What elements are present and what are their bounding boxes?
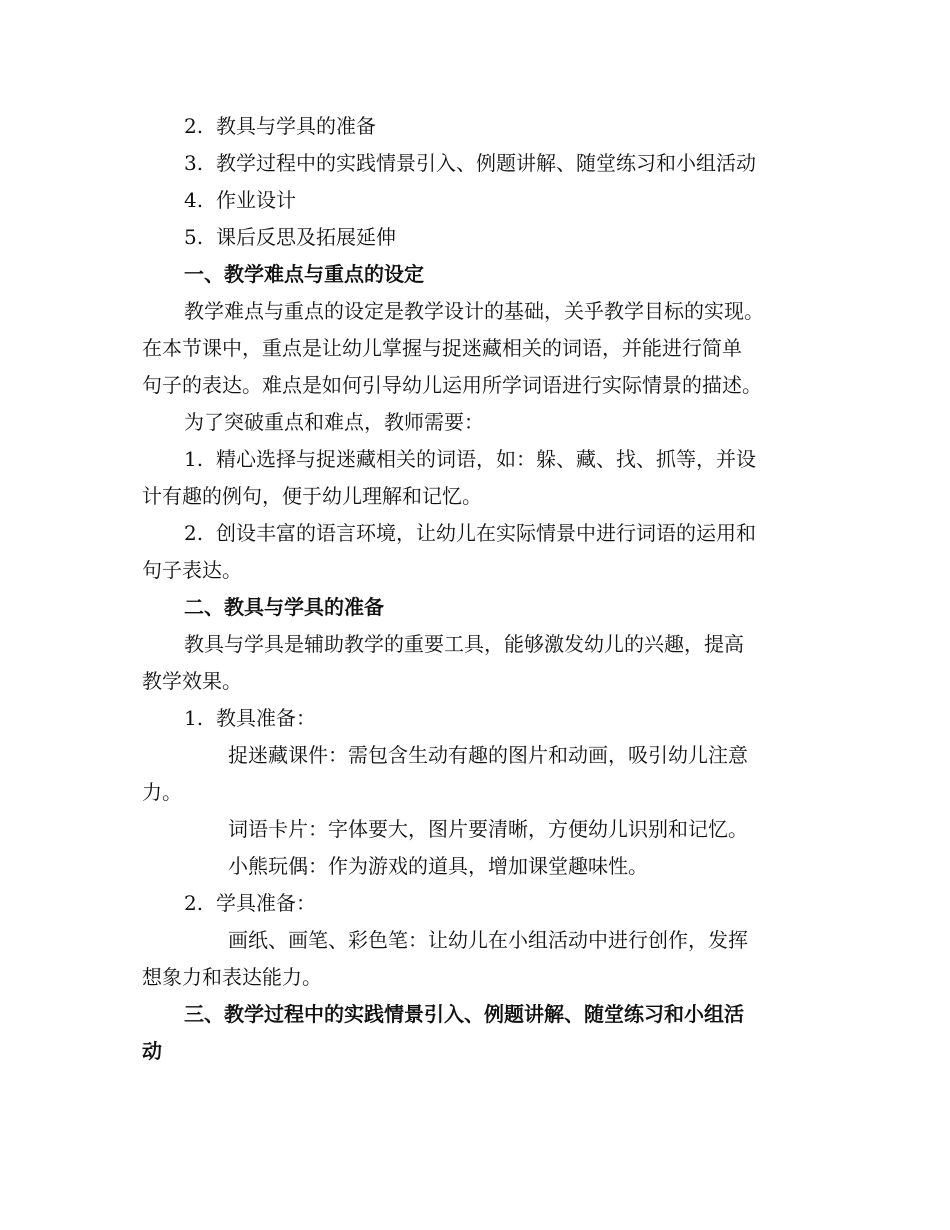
sub-item: 画纸、画笔、彩色笔：让幼儿在小组活动中进行创作，发挥 [228, 928, 748, 952]
list-item: 1. 教具准备： [184, 706, 316, 730]
list-item-continuation: 计有趣的例句，便于幼儿理解和记忆。 [142, 484, 482, 508]
outline-item: 4. 作业设计 [184, 188, 296, 212]
paragraph-line: 句子的表达。难点是如何引导幼儿运用所学词语进行实际情景的描述。 [142, 373, 762, 397]
list-item: 2. 学具准备： [184, 891, 316, 915]
section-heading: 二、教具与学具的准备 [184, 595, 384, 619]
outline-item: 3. 教学过程中的实践情景引入、例题讲解、随堂练习和小组活动 [184, 151, 756, 175]
paragraph-line: 教具与学具是辅助教学的重要工具，能够激发幼儿的兴趣，提高 [184, 632, 744, 656]
section-heading-continuation: 动 [142, 1039, 162, 1063]
paragraph-line: 教学难点与重点的设定是教学设计的基础，关乎教学目标的实现。 [184, 299, 764, 323]
list-item: 2. 创设丰富的语言环境，让幼儿在实际情景中进行词语的运用和 [184, 521, 756, 545]
paragraph-line: 在本节课中，重点是让幼儿掌握与捉迷藏相关的词语，并能进行简单 [142, 336, 742, 360]
section-heading: 一、教学难点与重点的设定 [184, 262, 424, 286]
sub-item: 捉迷藏课件：需包含生动有趣的图片和动画，吸引幼儿注意 [228, 743, 748, 767]
list-item: 1. 精心选择与捉迷藏相关的词语，如：躲、藏、找、抓等，并设 [184, 447, 756, 471]
sub-item: 小熊玩偶：作为游戏的道具，增加课堂趣味性。 [228, 854, 648, 878]
paragraph-line: 教学效果。 [142, 669, 242, 693]
sub-item-continuation: 力。 [142, 780, 182, 804]
outline-item: 5. 课后反思及拓展延伸 [184, 225, 396, 249]
outline-item: 2. 教具与学具的准备 [184, 114, 376, 138]
sub-item: 词语卡片：字体要大，图片要清晰，方便幼儿识别和记忆。 [228, 817, 748, 841]
list-item-continuation: 句子表达。 [142, 558, 242, 582]
document-body [142, 108, 806, 1070]
paragraph-line: 为了突破重点和难点，教师需要： [184, 410, 484, 434]
section-heading: 三、教学过程中的实践情景引入、例题讲解、随堂练习和小组活 [184, 1002, 744, 1026]
sub-item-continuation: 想象力和表达能力。 [142, 965, 322, 989]
